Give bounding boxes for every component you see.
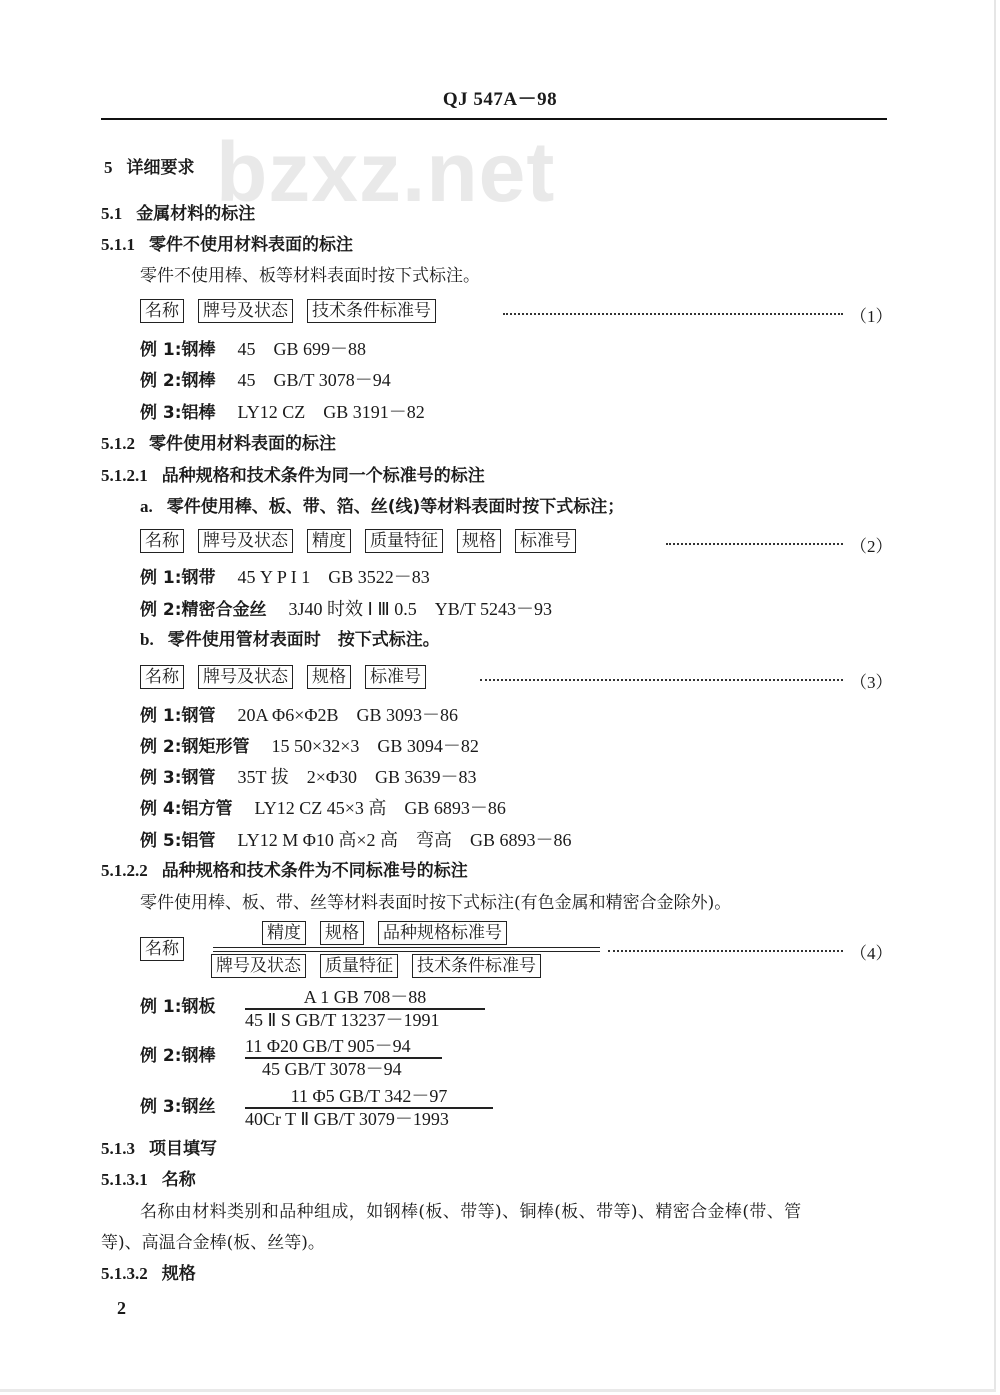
heading-5-1-2-2: 5.1.2.2 品种规格和技术条件为不同标准号的标注 (101, 861, 468, 881)
formula-2 (140, 529, 576, 553)
formula-box: 牌号及状态 (198, 529, 293, 553)
formula-box: 名称 (140, 665, 184, 689)
paragraph: 名称由材料类别和品种组成，如钢棒(板、带等)、铜棒(板、带等)、精密合金棒(带、管 (140, 1202, 802, 1222)
page-number: 2 (117, 1298, 126, 1318)
document-code-header: QJ 547A－98 (442, 89, 558, 110)
example-label: 例 3:钢丝 (140, 1097, 216, 1117)
paragraph: 等)、高温合金棒(板、丝等)。 (101, 1233, 325, 1253)
formula-box: 质量特征 (320, 954, 398, 978)
formula-box: 精度 (262, 921, 306, 945)
paragraph: 零件使用棒、板、带、丝等材料表面时按下式标注(有色金属和精密合金除外)。 (140, 893, 732, 913)
example-denominator: 45 Ⅱ S GB/T 13237－1991 (245, 1010, 440, 1030)
heading-5-1: 5.1 金属材料的标注 (101, 204, 256, 224)
example-numerator: 11 Φ20 GB/T 905－94 (245, 1036, 411, 1056)
example-label: 例 2:钢棒 (140, 1046, 216, 1066)
dot-leader (503, 313, 843, 315)
example-line: 例 2:钢棒 45 GB/T 3078－94 (140, 370, 391, 391)
formula-box: 名称 (140, 937, 184, 961)
paragraph: 零件不使用棒、板等材料表面时按下式标注。 (140, 266, 480, 286)
formula-box: 标准号 (515, 529, 576, 553)
formula-box: 规格 (457, 529, 501, 553)
formula-box: 牌号及状态 (211, 954, 306, 978)
example-line: 例 3:钢管 35T 拔 2×Φ30 GB 3639－83 (140, 767, 477, 788)
formula-box: 精度 (307, 529, 351, 553)
example-denominator: 40Cr T Ⅱ GB/T 3079－1993 (245, 1109, 449, 1129)
formula-box: 规格 (320, 921, 364, 945)
formula-4-denominator (211, 954, 541, 978)
example-line: 例 1:钢带 45 Y P I 1 GB 3522－83 (140, 567, 430, 588)
fraction-bar (213, 947, 600, 952)
example-line: 例 2:钢矩形管 15 50×32×3 GB 3094－82 (140, 736, 479, 757)
formula-box: 牌号及状态 (198, 665, 293, 689)
heading-5-1-3-2: 5.1.3.2 规格 (101, 1264, 196, 1284)
heading-5-1-3: 5.1.3 项目填写 (101, 1139, 217, 1159)
equation-number: （4） (850, 944, 893, 963)
example-line: 例 3:铝棒 LY12 CZ GB 3191－82 (140, 402, 425, 423)
example-line: 例 5:铝管 LY12 M Φ10 高×2 高 弯高 GB 6893－86 (140, 830, 572, 851)
formula-box: 质量特征 (365, 529, 443, 553)
header-rule (101, 118, 887, 120)
heading-5-1-2: 5.1.2 零件使用材料表面的标注 (101, 434, 336, 454)
formula-box: 技术条件标准号 (307, 299, 436, 323)
equation-number: （2） (850, 537, 893, 556)
heading-5-1-2-1: 5.1.2.1 品种规格和技术条件为同一个标准号的标注 (101, 466, 485, 486)
formula-4-numerator (262, 921, 507, 945)
formula-box: 名称 (140, 529, 184, 553)
list-item-a: a. 零件使用棒、板、带、箔、丝(线)等材料表面时按下式标注； (140, 497, 625, 517)
dot-leader (480, 679, 843, 681)
formula-box: 名称 (140, 299, 184, 323)
example-line: 例 1:钢棒 45 GB 699－88 (140, 339, 367, 360)
dot-leader (608, 950, 843, 952)
heading-5-1-1: 5.1.1 零件不使用材料表面的标注 (101, 235, 353, 255)
list-item-b: b. 零件使用管材表面时 按下式标注。 (140, 630, 440, 650)
formula-box: 品种规格标准号 (378, 921, 507, 945)
page-edge (0, 1389, 996, 1392)
example-denominator: 45 GB/T 3078－94 (262, 1059, 402, 1079)
example-numerator: A 1 GB 708－88 (303, 987, 427, 1007)
page-edge (994, 0, 996, 1392)
heading-section-5: 5 详细要求 (104, 158, 195, 178)
example-label: 例 1:钢板 (140, 997, 216, 1017)
formula-box: 技术条件标准号 (412, 954, 541, 978)
formula-3 (140, 665, 426, 689)
formula-box: 牌号及状态 (198, 299, 293, 323)
dot-leader (666, 543, 843, 545)
formula-box: 规格 (307, 665, 351, 689)
example-numerator: 11 Φ5 GB/T 342－97 (290, 1086, 448, 1106)
equation-number: （3） (850, 673, 893, 692)
example-line: 例 2:精密合金丝 3J40 时效 Ⅰ Ⅲ 0.5 YB/T 5243－93 (140, 599, 552, 620)
example-line: 例 1:钢管 20A Φ6×Φ2B GB 3093－86 (140, 705, 459, 726)
heading-5-1-3-1: 5.1.3.1 名称 (101, 1170, 196, 1190)
formula-1 (140, 299, 436, 323)
equation-number: （1） (850, 307, 893, 326)
example-line: 例 4:铝方管 LY12 CZ 45×3 高 GB 6893－86 (140, 798, 506, 819)
watermark: bzxz.net (216, 125, 556, 219)
formula-box: 标准号 (365, 665, 426, 689)
formula-4-left-box (140, 937, 184, 961)
